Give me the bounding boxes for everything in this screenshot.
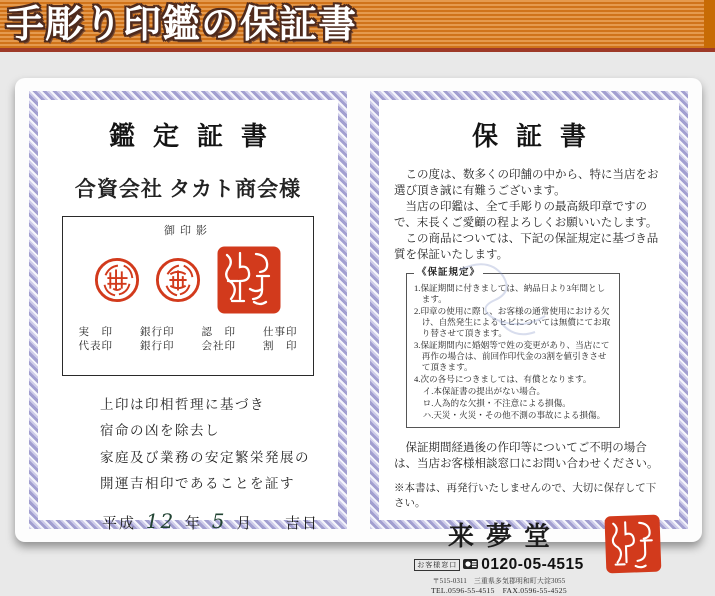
intro-paragraph: この商品については、下記の保証規定に基づき品質を保証いたします。 — [394, 233, 659, 262]
seal-label-column — [140, 326, 175, 354]
seal-impressions-box — [62, 216, 314, 376]
shop-seal-icon — [603, 513, 663, 580]
appraisal-certificate — [29, 91, 347, 534]
shop-contact — [394, 556, 604, 596]
statement-line: 宿命の凶を除去し — [100, 423, 220, 439]
shop-signature-row — [394, 514, 664, 596]
seal-label: 割 印 — [263, 341, 298, 352]
intro-paragraph: 当店の印鑑は、全て手彫りの最高級印章ですので、末長くご愛顧の程よろしくお願いいたします。 — [394, 201, 658, 230]
date-year-handwritten: 12 — [145, 509, 176, 534]
warranty-subterm: ロ.人為的な欠損・不注意による損傷。 — [422, 397, 571, 408]
recipient-name: 合資会社 タカト商会様 — [74, 177, 302, 201]
statement-line: 家庭及び業務の安定繁栄発展の — [100, 449, 310, 465]
warranty-term: 3.保証期間内に婚姻等で姓の変更があり、当店にて再作の場合は、前回作印代金の3割を値引きさせて頂きます。 — [414, 339, 610, 372]
shop-tel-fax: TEL.0596-55-4515 FAX.0596-55-4525 — [431, 585, 567, 595]
appraisal-title: 鑑定証書 — [108, 122, 285, 151]
date-month-unit: 月 — [236, 516, 254, 533]
seal-label-column — [202, 326, 237, 354]
square-seal-icon — [216, 245, 282, 320]
support-note: 保証期間経過後の作印等についてご不明の場合は、当店お客様相談窓口にお問い合わせください。 — [394, 441, 659, 470]
page-title: 手彫り印鑑の保証書 — [6, 4, 358, 46]
date-day: 吉日 — [284, 516, 319, 533]
shop-name: 来夢堂 — [447, 521, 562, 551]
seal-type-labels — [65, 326, 311, 354]
date-era: 平成 — [102, 516, 137, 533]
certificate-date — [102, 509, 320, 533]
round-seal-icon — [155, 257, 201, 308]
page-header-banner — [0, 0, 715, 52]
banner-endcap — [704, 0, 715, 48]
seal-label: 銀行印 — [140, 341, 175, 352]
seal-label: 認 印 — [201, 327, 236, 338]
seal-label: 会社印 — [201, 341, 236, 352]
warranty-terms-box — [406, 267, 620, 428]
freedial-number: 0120-05-4515 — [481, 555, 584, 573]
seal-label: 仕事印 — [263, 327, 298, 338]
statement-line: 開運吉相印であることを証す — [100, 475, 295, 491]
freedial-icon — [463, 556, 478, 574]
seal-impressions — [63, 244, 313, 320]
customer-desk-label: お客様窓口 — [414, 559, 460, 571]
warranty-subterm: ハ.天災・火災・その他不測の事故による損傷。 — [422, 409, 606, 420]
warranty-title: 保証書 — [471, 122, 604, 151]
seal-label: 代表印 — [78, 341, 113, 352]
warranty-term: 4.次の各号につきましては、有償となります。 — [414, 373, 592, 384]
seal-label: 銀行印 — [140, 327, 175, 338]
keep-note: ※本書は、再発行いたしませんので、大切に保存して下さい。 — [394, 482, 657, 509]
seal-label-column — [263, 326, 298, 354]
warranty-term: 1.保証期間に付きましては、納品日より3年間とします。 — [414, 282, 606, 304]
warranty-terms-heading: 《保証規定》 — [414, 267, 483, 279]
seal-impressions-label: 御印影 — [164, 225, 212, 237]
seal-label: 実 印 — [78, 327, 113, 338]
round-seal-icon — [94, 257, 140, 308]
date-month-handwritten: 5 — [211, 509, 227, 534]
seal-label-column — [79, 326, 114, 354]
phone-line — [394, 556, 604, 574]
warranty-subterm: イ.本保証書の提出がない場合。 — [422, 385, 546, 396]
shop-address: 〒515-0311 三重県多気郡明和町大淀3055 — [432, 577, 566, 585]
intro-paragraph: この度は、数多くの印舗の中から、特に当店をお選び頂き誠に有難うございます。 — [394, 169, 659, 198]
warranty-term: 2.印章の使用に際し、お客様の通常使用における欠け、自然発生によるヒビについては無償にてお取り替させて頂きます。 — [414, 305, 611, 338]
statement-line: 上印は印相哲理に基づき — [100, 397, 265, 412]
warranty-certificate — [370, 91, 688, 595]
appraisal-statement — [100, 392, 320, 497]
certificates-card — [15, 78, 702, 595]
warranty-intro — [394, 167, 664, 264]
date-year-unit: 年 — [184, 516, 202, 533]
